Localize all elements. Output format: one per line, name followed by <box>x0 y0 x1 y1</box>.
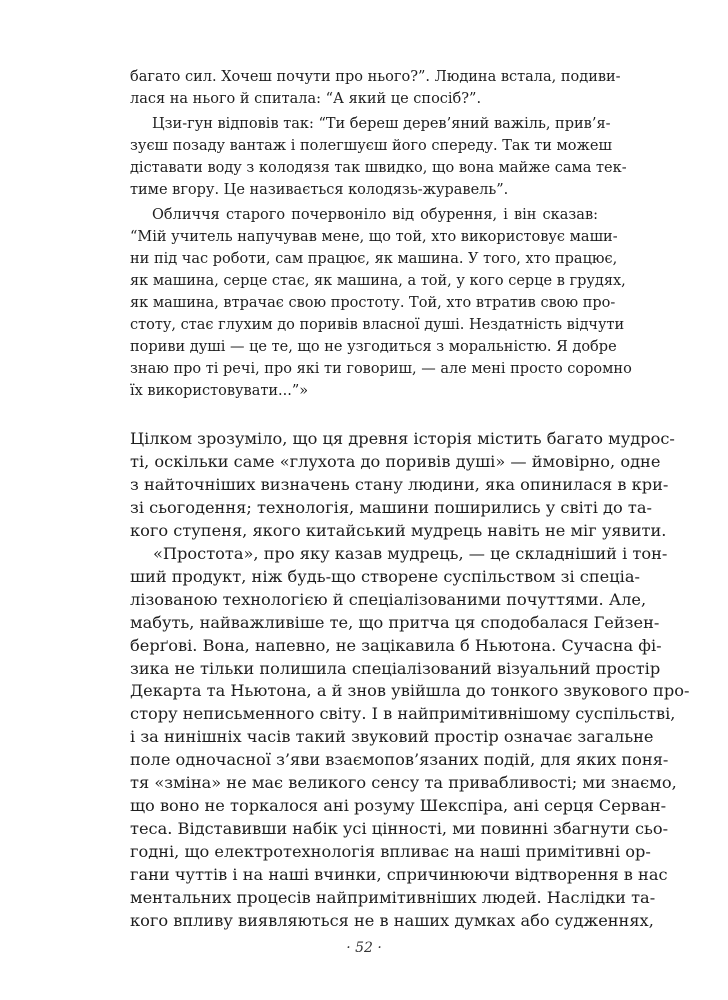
body-line: «Простота», про яку казав мудрець, — це складніший і тон- <box>153 543 668 563</box>
quote-line: “Мій учитель напучував мене, що той, хто використовує маши- <box>130 229 618 245</box>
body-line: з найточніших визначень стану людини, яка опинилася в кри- <box>130 474 669 494</box>
body-line: тя «зміна» не має великого сенсу та привабливості; ми знаємо, <box>130 773 677 793</box>
body-line: гани чуттів і на наші вчинки, спричинюючи відтворення в нас <box>130 865 668 885</box>
quote-line: лася на нього й спитала: “А який це спосіб?”. <box>130 91 482 107</box>
body-line: ті, оскільки саме «глухота до поривів душі» — ймовірно, одне <box>130 451 661 471</box>
quote-line: як машина, серце стає, як машина, а той, у кого серце в грудях, <box>130 273 626 289</box>
quote-line: Цзи-гун відповів так: “Ти береш дерев’яний важіль, прив’я- <box>152 116 611 132</box>
quote-line: як машина, втрачає свою простоту. Той, хто втратив свою про- <box>130 295 616 311</box>
quote-line: діставати воду з колодязя так швидко, що вона майже сама тек- <box>130 160 627 176</box>
quote-line: ни під час роботи, сам працює, як машина. У того, хто працює, <box>130 251 618 267</box>
quote-line: стоту, стає глухим до поривів власної душі. Нездатність відчути <box>130 317 625 333</box>
quote-line: їх використовувати...”» <box>130 383 309 399</box>
body-line: берґові. Вона, напевно, не зацікавила б Ньютона. Сучасна фі- <box>130 635 662 655</box>
body-line: стору неписьменного світу. І в найпримітивнішому суспільстві, <box>130 704 676 724</box>
body-line: Цілком зрозуміло, що ця древня історія містить багато мудрос- <box>130 429 675 448</box>
body-line: ментальних процесів найпримітивніших людей. Наслідки та- <box>130 888 656 908</box>
body-line: мабуть, найважливіше те, що притча ця сподобалася Гейзен- <box>130 612 660 632</box>
body-line: теса. Відставивши набік усі цінності, ми повинні збагнути сьо- <box>130 819 669 839</box>
body-line: годні, що електротехнологія впливає на наші примітивні ор- <box>130 842 651 862</box>
quote-line: знаю про ті речі, про які ти говориш, — але мені просто соромно <box>130 361 632 377</box>
quote-line: зуєш позаду вантаж і полегшуєш його спереду. Так ти можеш <box>130 138 612 154</box>
body-line: що воно не торкалося ані розуму Шекспіра, ані серця Серван- <box>130 796 667 816</box>
quote-line: тиме вгору. Це називається колодязь-журавель”. <box>130 182 509 198</box>
quote-line: Обличчя старого почервоніло від обурення, і він сказав: <box>152 207 598 223</box>
body-line: лізованою технологією й спеціалізованими почуттями. Але, <box>130 589 647 609</box>
body-line: ший продукт, ніж будь-що створене суспільством зі спеціа- <box>130 566 640 586</box>
body-line: і за нинішніх часів такий звуковий простір означає загальне <box>130 727 654 747</box>
body-line: кого ступеня, якого китайський мудрець навіть не міг уявити. <box>130 520 667 540</box>
quote-line: пориви душі — це те, що не узгодиться з моральністю. Я добре <box>130 339 617 355</box>
body-line: зі сьогодення; технологія, машини поширились у світі до та- <box>130 497 652 517</box>
page-number: · 52 · <box>346 940 382 956</box>
body-line: зика не тільки полишила спеціалізований візуальний простір <box>130 658 661 678</box>
body-line: поле одночасної з’яви взаємопов’язаних подій, для яких поня- <box>130 750 669 770</box>
body-line: Декарта та Ньютона, а й знов увійшла до тонкого звукового про- <box>130 681 690 701</box>
body-line: кого впливу виявляються не в наших думках або судженнях, <box>130 911 654 930</box>
quote-line: багато сил. Хочеш почути про нього?”. Людина встала, подиви- <box>130 69 621 85</box>
